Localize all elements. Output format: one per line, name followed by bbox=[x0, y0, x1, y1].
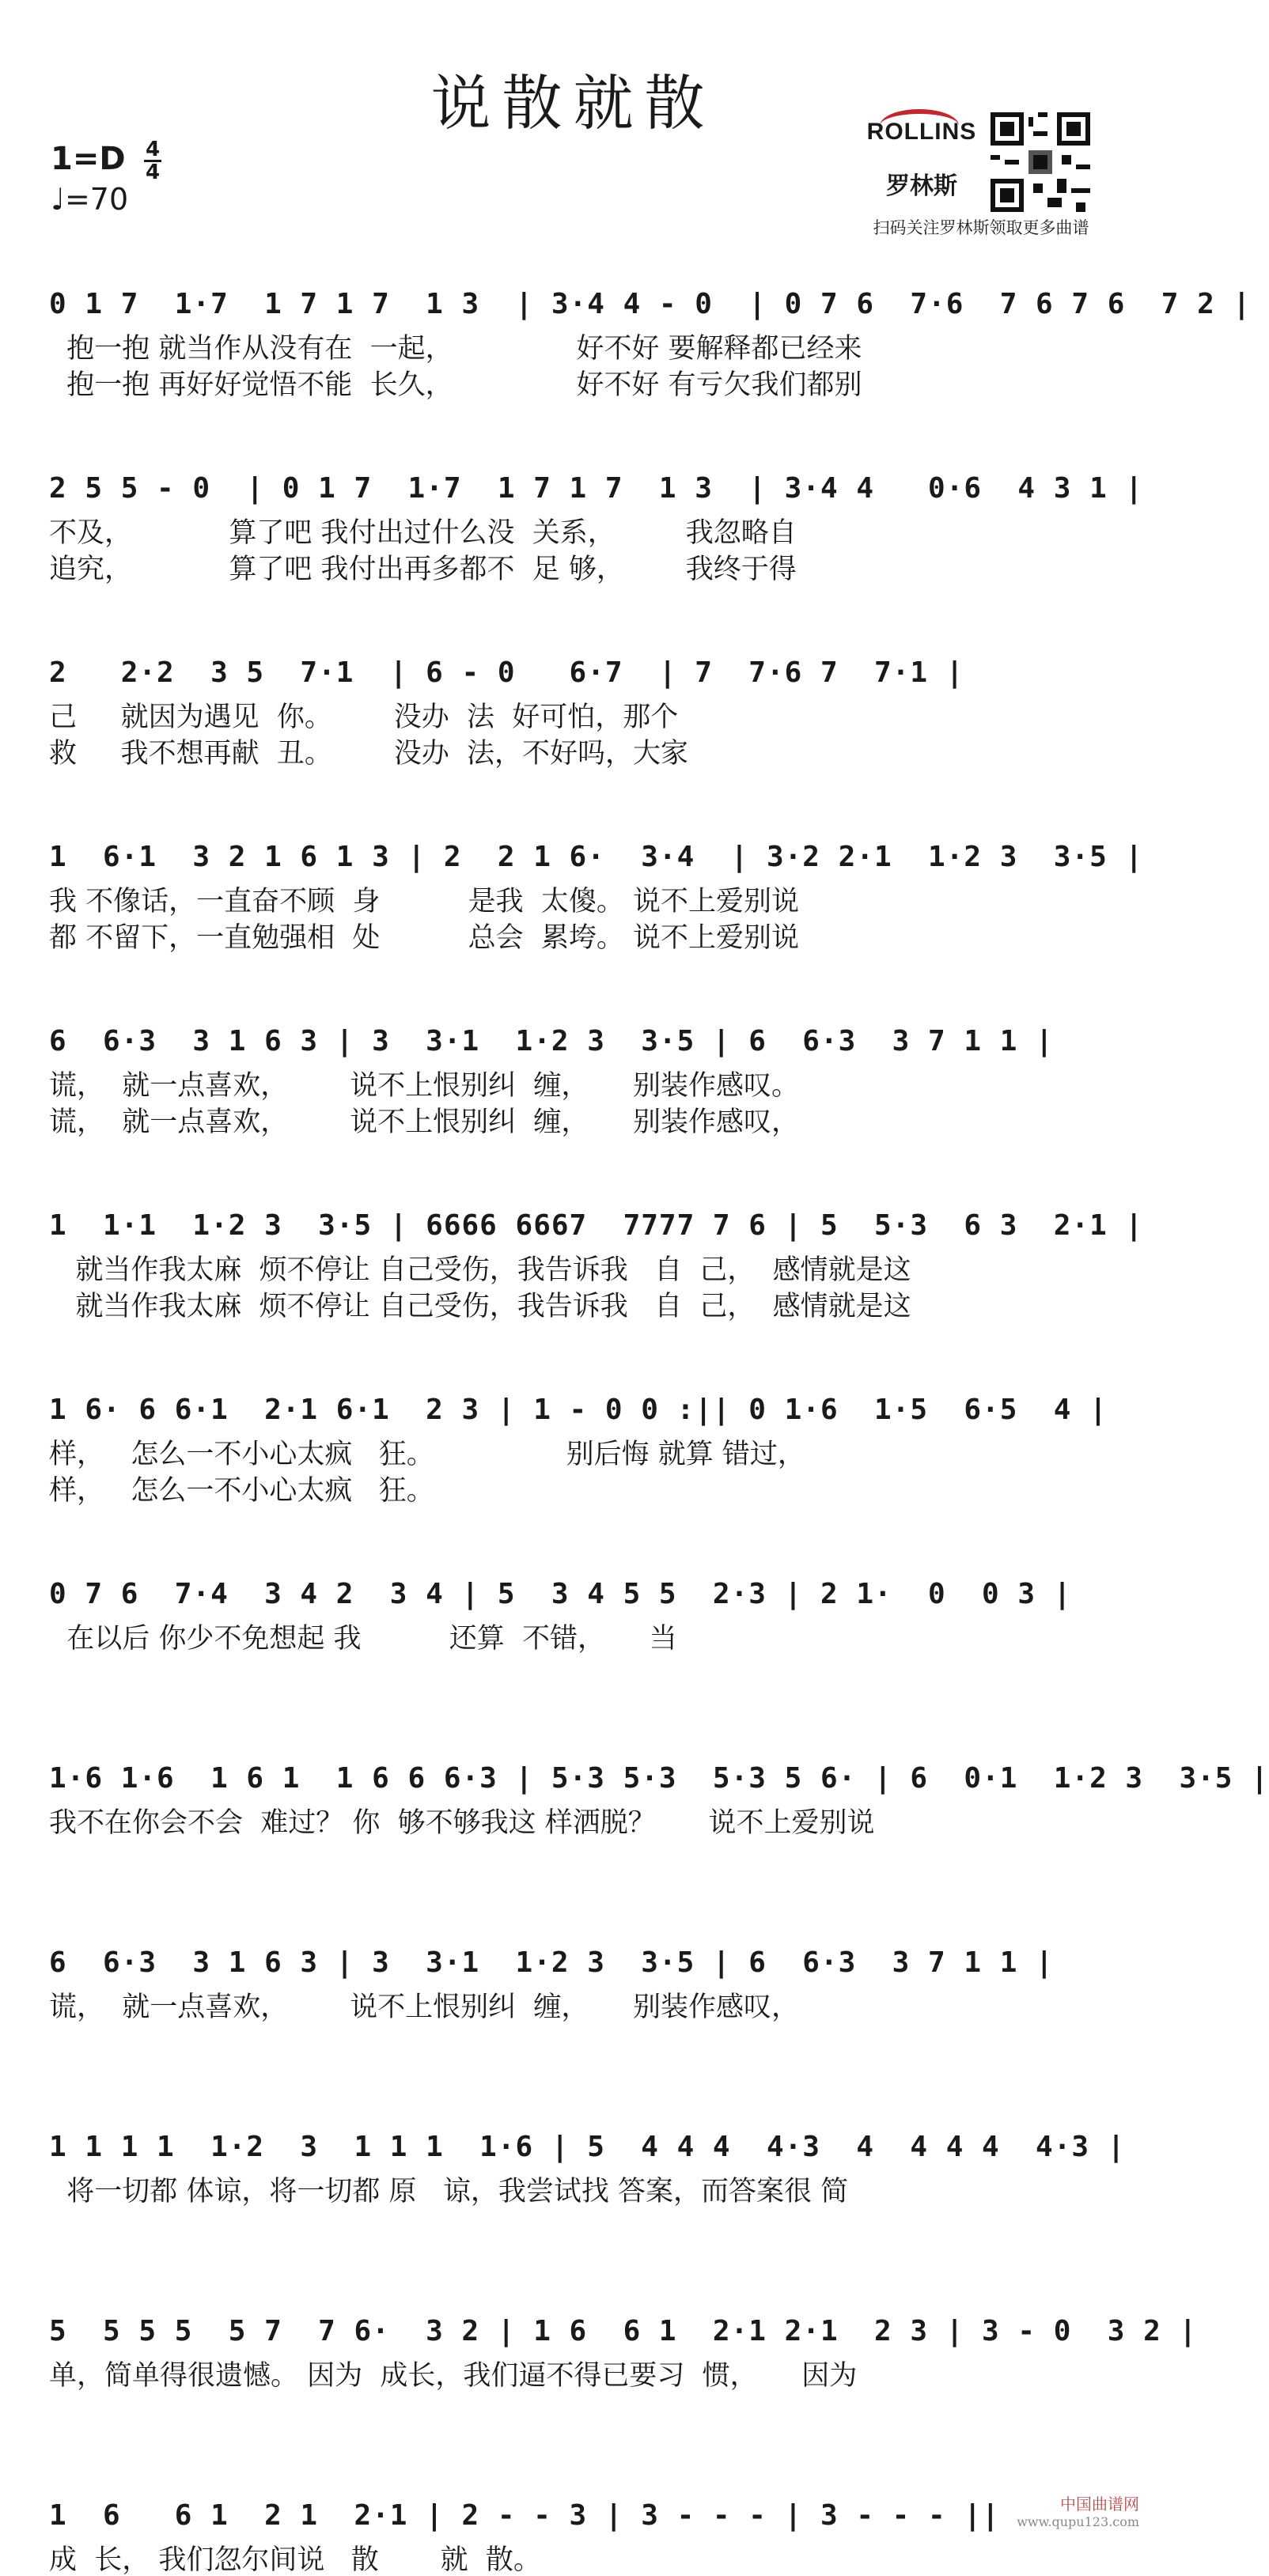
brand-name: 罗林斯 bbox=[886, 172, 957, 200]
lyric-line-1: 不及， 算了吧 我付出过什么没 关系， 我忽略自 bbox=[49, 517, 797, 549]
notation-line: 0 1 7 1·7 1 7 1 7 1 3 | 3·4 4 - 0 | 0 7 6 7·6 7 6 7 6 7 2 | bbox=[49, 288, 1252, 320]
song-title: 说散就散 bbox=[430, 68, 716, 138]
quarter-note-icon: ♩ bbox=[51, 182, 65, 217]
lyric-line-2: 追究， 算了吧 我付出再多都不 足 够， 我终于得 bbox=[49, 554, 797, 585]
notation-line: 1 1 1 1 1·2 3 1 1 1 1·6 | 5 4 4 4 4·3 4 4 4 4 4·3 | bbox=[49, 2131, 1126, 2163]
watermark bbox=[965, 2491, 1139, 2529]
notation-line: 1·6 1·6 1 6 1 1 6 6 6·3 | 5·3 5·3 5·3 5 6· | 6 0·1 1·2 3 3·5 | bbox=[49, 1762, 1269, 1795]
lyric-line-1: 将一切都 体谅，将一切都 原 谅，我尝试找 答案，而答案很 简 bbox=[49, 2176, 849, 2207]
lyric-line-1: 己 就因为遇见 你。 没办 法 好可怕，那个 bbox=[49, 702, 679, 733]
lyric-line-1: 成 长， 我们忽尔间说 散 就 散。 bbox=[49, 2544, 541, 2576]
lyric-line-2: 救 我不想再献 丑。 没办 法，不好吗，大家 bbox=[49, 738, 689, 770]
lyric-line-2: 都 不留下，一直勉强相 处 总会 累垮。 说不上爱别说 bbox=[49, 922, 800, 954]
notation-line: 1 6· 6 6·1 2·1 6·1 2 3 | 1 - 0 0 :|| 0 1·6 1·5 6·5 4 | bbox=[49, 1394, 1108, 1426]
notation-line: 1 1·1 1·2 3 3·5 | 6666 6667 7777 7 6 | 5 5·3 6 3 2·1 | bbox=[49, 1209, 1144, 1242]
lyric-line-1: 在以后 你少不免想起 我 还算 不错， 当 bbox=[49, 1623, 677, 1655]
lyric-line-1: 就当作我太麻 烦不停让 自己受伤，我告诉我 自 己， 感情就是这 bbox=[49, 1254, 911, 1286]
notation-line: 1 6 6 1 2 1 2·1 | 2 - - 3 | 3 - - - | 3 - - - || bbox=[49, 2499, 1000, 2532]
lyric-line-1: 样， 怎么一不小心太疯 狂。 别后悔 就算 错过， bbox=[49, 1439, 805, 1470]
brand-caption: 扫码关注罗林斯领取更多曲谱 bbox=[873, 218, 1089, 237]
watermark-site: 中国曲谱网 bbox=[1060, 2495, 1139, 2514]
lyric-line-1: 单，简单得很遗憾。 因为 成长，我们逼不得已要习 惯， 因为 bbox=[49, 2360, 858, 2392]
tempo-marking bbox=[51, 182, 128, 217]
lyric-line-2: 就当作我太麻 烦不停让 自己受伤，我告诉我 自 己， 感情就是这 bbox=[49, 1291, 911, 1322]
meter-bottom: 4 bbox=[145, 161, 161, 184]
key-signature: 1=D bbox=[51, 141, 126, 177]
notation-line: 1 6·1 3 2 1 6 1 3 | 2 2 1 6· 3·4 | 3·2 2·1 1·2 3 3·5 | bbox=[49, 841, 1144, 873]
watermark-url: www.qupu123.com bbox=[1017, 2514, 1139, 2529]
lyric-line-1: 谎， 就一点喜欢， 说不上恨别纠 缠， 别装作感叹， bbox=[49, 1992, 800, 2023]
tempo-value: =70 bbox=[64, 182, 129, 217]
lyric-line-1: 我不在你会不会 难过？ 你 够不够我这 样洒脱？ 说不上爱别说 bbox=[49, 1807, 875, 1839]
lyric-line-2: 抱一抱 再好好觉悟不能 长久， 好不好 有亏欠我们都别 bbox=[49, 369, 862, 401]
lyric-line-2: 谎， 就一点喜欢， 说不上恨别纠 缠， 别装作感叹， bbox=[49, 1106, 800, 1138]
notation-line: 6 6·3 3 1 6 3 | 3 3·1 1·2 3 3·5 | 6 6·3 3 7 1 1 | bbox=[49, 1025, 1054, 1057]
notation-line: 6 6·3 3 1 6 3 | 3 3·1 1·2 3 3·5 | 6 6·3 3 7 1 1 | bbox=[49, 1946, 1054, 1979]
lyric-line-1: 我 不像话，一直奋不顾 身 是我 太傻。 说不上爱别说 bbox=[49, 886, 800, 917]
notation-line: 0 7 6 7·4 3 4 2 3 4 | 5 3 4 5 5 2·3 | 2 1· 0 0 3 | bbox=[49, 1578, 1072, 1610]
lyric-line-2: 样， 怎么一不小心太疯 狂。 bbox=[49, 1475, 434, 1507]
notation-line: 2 2·2 3 5 7·1 | 6 - 0 6·7 | 7 7·6 7 7·1 | bbox=[49, 656, 964, 689]
lyric-line-1: 谎， 就一点喜欢， 说不上恨别纠 缠， 别装作感叹。 bbox=[49, 1070, 800, 1102]
brand-logo: ROLLINS bbox=[866, 119, 977, 145]
notation-line: 5 5 5 5 5 7 7 6· 3 2 | 1 6 6 1 2·1 2·1 2 3 | 3 - 0 3 2 | bbox=[49, 2315, 1198, 2347]
meter-top: 4 bbox=[145, 138, 161, 161]
time-signature bbox=[144, 139, 161, 183]
notation-line: 2 5 5 - 0 | 0 1 7 1·7 1 7 1 7 1 3 | 3·4 4 0·6 4 3 1 | bbox=[49, 472, 1144, 505]
qr-code-icon[interactable] bbox=[991, 112, 1090, 212]
lyric-line-1: 抱一抱 就当作从没有在 一起， 好不好 要解释都已经来 bbox=[49, 333, 862, 365]
